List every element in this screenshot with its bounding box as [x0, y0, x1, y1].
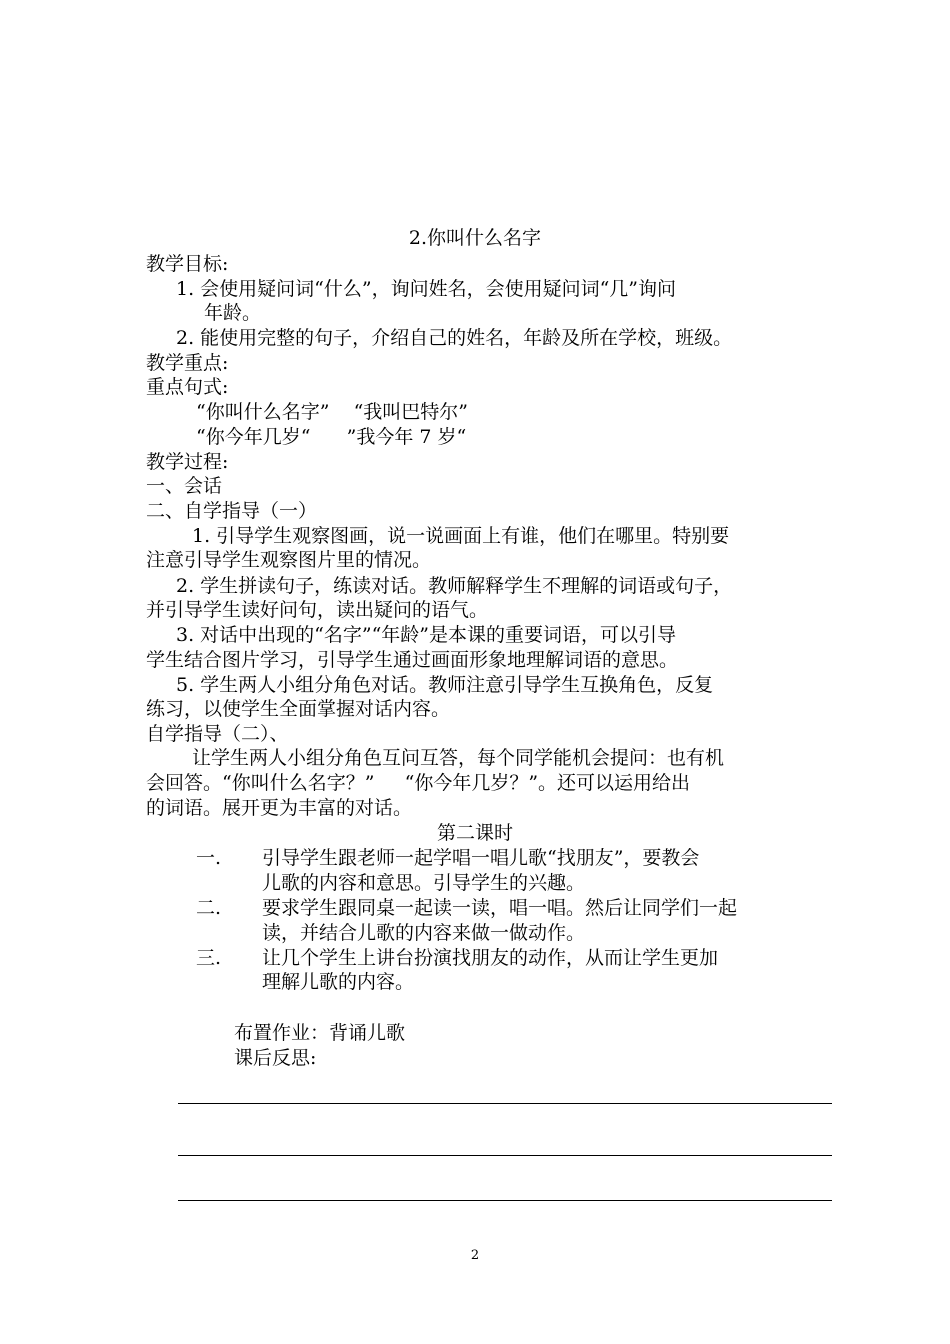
- item-number: 三.: [196, 947, 222, 969]
- process-part-3: 自学指导（二）、: [146, 723, 289, 745]
- item-line1: 引导学生跟老师一起学唱一唱儿歌“找朋友”，要教会: [262, 847, 700, 869]
- paragraph-6-line2: 会回答。“你叫什么名字？” “你今年几岁？”。还可以运用给出: [146, 772, 691, 794]
- item-line2: 读，并结合儿歌的内容来做一做动作。: [262, 922, 586, 944]
- reflection-line-1: [178, 1103, 832, 1104]
- page-number: 2: [470, 1248, 480, 1263]
- item-number: 一.: [196, 847, 222, 869]
- item-line1: 让几个学生上讲台扮演找朋友的动作，从而让学生更加: [262, 947, 719, 969]
- paragraph-6-line3: 的词语。展开更为丰富的对话。: [146, 797, 413, 819]
- objective-1-line1: 1. 会使用疑问词“什么”，询问姓名，会使用疑问词“几”询问: [176, 278, 677, 300]
- paragraph-3-line1: 3. 对话中出现的“名字”“年龄”是本课的重要词语，可以引导: [176, 624, 677, 646]
- key-sentence-1: “你叫什么名字” “我叫巴特尔”: [196, 401, 469, 423]
- reflection-label: 课后反思:: [234, 1047, 317, 1069]
- paragraph-2-line1: 2. 学生拼读句子，练读对话。教师解释学生不理解的词语或句子，: [176, 575, 733, 597]
- item-line2: 儿歌的内容和意思。引导学生的兴趣。: [262, 872, 586, 894]
- key-sentences-heading: 重点句式:: [146, 376, 229, 398]
- paragraph-1-line2: 注意引导学生观察图片里的情况。: [146, 549, 432, 571]
- key-points-heading: 教学重点:: [146, 352, 229, 374]
- key-sentence-2: “你今年几岁“ ”我今年 7 岁“: [196, 426, 467, 448]
- paragraph-5-line2: 练习，以使学生全面掌握对话内容。: [146, 698, 451, 720]
- item-line1: 要求学生跟同桌一起读一读，唱一唱。然后让同学们一起: [262, 897, 738, 919]
- objectives-heading: 教学目标:: [146, 253, 229, 275]
- paragraph-5-line1: 5. 学生两人小组分角色对话。教师注意引导学生互换角色，反复: [176, 674, 714, 696]
- paragraph-2-line2: 并引导学生读好问句，读出疑问的语气。: [146, 599, 489, 621]
- paragraph-6-line1: 让学生两人小组分角色互问互答，每个同学能机会提问：也有机: [192, 747, 725, 769]
- paragraph-1-line1: 1. 引导学生观察图画，说一说画面上有谁，他们在哪里。特别要: [192, 525, 730, 547]
- objective-2: 2. 能使用完整的句子，介绍自己的姓名，年龄及所在学校，班级。: [176, 327, 733, 349]
- process-part-1: 一、会话: [146, 475, 223, 497]
- second-lesson-heading: 第二课时: [436, 822, 513, 844]
- reflection-line-3: [178, 1200, 832, 1201]
- lesson-title: 2.你叫什么名字: [408, 227, 542, 249]
- process-heading: 教学过程:: [146, 451, 229, 473]
- reflection-line-2: [178, 1155, 832, 1156]
- objective-1-line2: 年龄。: [204, 302, 262, 324]
- item-number: 二.: [196, 897, 222, 919]
- process-part-2: 二、自学指导（一）: [146, 500, 318, 522]
- paragraph-3-line2: 学生结合图片学习，引导学生通过画面形象地理解词语的意思。: [146, 649, 679, 671]
- item-line2: 理解儿歌的内容。: [262, 971, 415, 993]
- homework: 布置作业：背诵儿歌: [234, 1022, 406, 1044]
